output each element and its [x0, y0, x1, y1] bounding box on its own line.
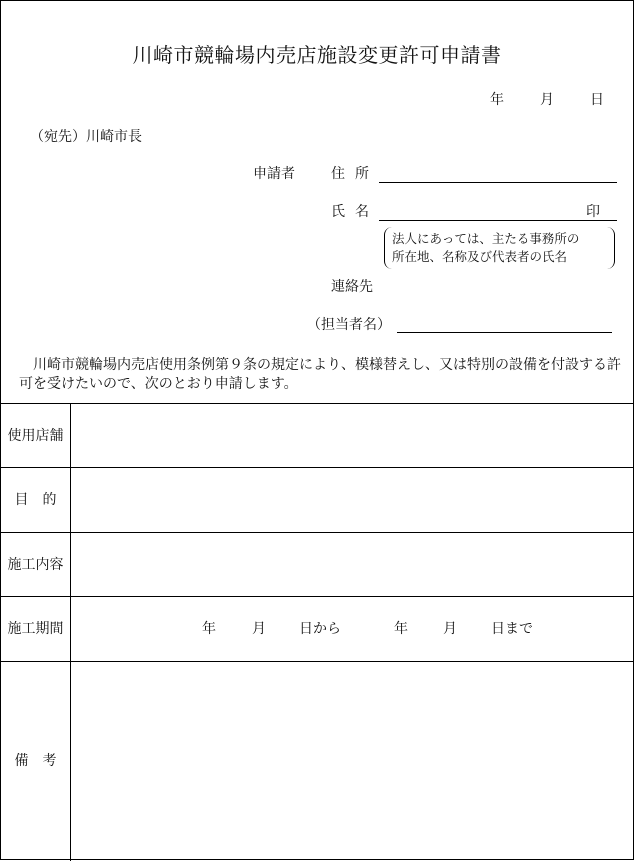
construction-field[interactable] — [71, 533, 634, 597]
period-to-day: 日まで — [491, 621, 533, 637]
form-title: 川崎市競輪場内売店施設変更許可申請書 — [132, 43, 502, 67]
period-label: 施工期間 — [1, 597, 71, 662]
table-row-purpose — [1, 468, 633, 533]
store-label: 使用店舗 — [1, 404, 71, 468]
seal-mark: 印 — [586, 204, 600, 220]
addressee: （宛先）川崎市長 — [30, 129, 142, 145]
remarks-label: 備 考 — [1, 662, 71, 861]
form-table — [1, 403, 633, 861]
corporate-note-line-1: 法人にあっては、主たる事務所の — [392, 231, 580, 246]
corporate-note-line-2: 所在地、名称及び代表者の氏名 — [392, 249, 568, 264]
period-values — [71, 597, 633, 661]
period-from-month: 月 — [252, 621, 266, 637]
table-row-period — [1, 597, 633, 662]
person-in-charge-label: （担当者名） — [307, 317, 391, 333]
contact-label: 連絡先 — [331, 279, 373, 295]
address-label: 住所 — [331, 166, 379, 182]
table-row-store — [1, 404, 633, 468]
period-from-year: 年 — [202, 621, 216, 637]
remarks-field[interactable] — [71, 662, 634, 861]
applicant-label: 申請者 — [253, 166, 295, 182]
date-year-label: 年 — [490, 92, 504, 108]
period-to-year: 年 — [394, 621, 408, 637]
purpose-label: 目 的 — [1, 468, 71, 533]
address-field-line[interactable] — [379, 182, 617, 183]
name-field-line[interactable] — [379, 220, 617, 221]
period-from-day: 日から — [299, 621, 341, 637]
store-field[interactable] — [71, 404, 634, 468]
construction-label: 施工内容 — [1, 533, 71, 597]
table-row-construction — [1, 533, 633, 597]
date-month-label: 月 — [540, 92, 554, 108]
period-field[interactable] — [71, 597, 634, 662]
corporate-note — [384, 227, 615, 269]
person-in-charge-field-line[interactable] — [397, 332, 612, 333]
request-statement: 川崎市競輪場内売店使用条例第９条の規定により、模様替えし、又は特別の設備を付設する許可を受けたいので、次のとおり申請します。 — [19, 357, 621, 392]
purpose-field[interactable] — [71, 468, 634, 533]
period-to-month: 月 — [443, 621, 457, 637]
date-day-label: 日 — [590, 92, 604, 108]
name-label: 氏名 — [331, 204, 379, 220]
table-row-remarks — [1, 662, 633, 861]
